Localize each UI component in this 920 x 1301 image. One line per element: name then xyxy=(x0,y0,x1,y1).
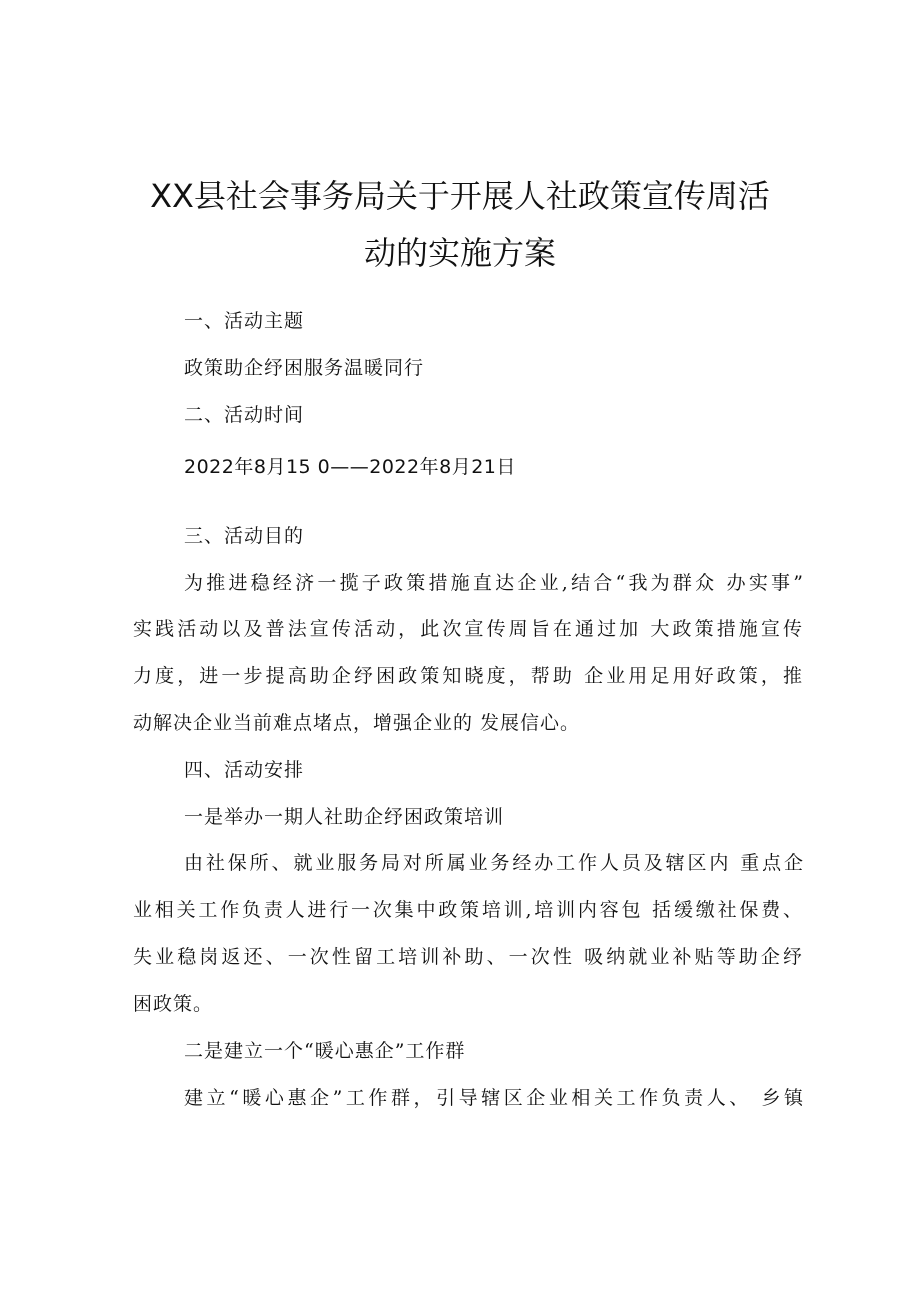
document-title-line-2: 动的实施方案 xyxy=(363,234,556,272)
arrangement-item-1-heading: 一是举办一期人社助企纾困政策培训 xyxy=(184,806,505,828)
arrangement-item-1-line: 困政策。 xyxy=(133,993,214,1015)
purpose-line: 实践活动以及普法宣传活动，此次宣传周旨在通过加 大政策措施宣传 xyxy=(133,618,803,640)
document-title-line-1: XX县社会事务局关于开展人社政策宣传周活 xyxy=(150,177,770,215)
time-text: 2022年8月15 0——2022年8月21日 xyxy=(184,456,516,478)
arrangement-item-2-heading: 二是建立一个“暖心惠企”工作群 xyxy=(184,1040,466,1062)
purpose-line: 力度，进一步提高助企纾困政策知晓度，帮助 企业用足用好政策，推 xyxy=(133,665,803,687)
section-heading-arrangement: 四、活动安排 xyxy=(184,759,305,781)
section-heading-theme: 一、活动主题 xyxy=(184,310,305,332)
theme-text: 政策助企纾困服务温暖同行 xyxy=(184,357,425,379)
section-heading-time: 二、活动时间 xyxy=(184,404,305,426)
purpose-line: 动解决企业当前难点堵点，增强企业的 发展信心。 xyxy=(133,712,581,734)
section-heading-purpose: 三、活动目的 xyxy=(184,525,305,547)
arrangement-item-2-line: 建立“暖心惠企”工作群，引导辖区企业相关工作负责人、 乡镇 xyxy=(184,1087,804,1109)
purpose-line: 为推进稳经济一揽子政策措施直达企业,结合“我为群众 办实事” xyxy=(184,572,804,594)
arrangement-item-1-line: 失业稳岗返还、一次性留工培训补助、一次性 吸纳就业补贴等助企纾 xyxy=(133,946,803,968)
arrangement-item-1-line: 由社保所、就业服务局对所属业务经办工作人员及辖区内 重点企 xyxy=(184,852,804,874)
arrangement-item-1-line: 业相关工作负责人进行一次集中政策培训,培训内容包 括缓缴社保费、 xyxy=(133,899,803,921)
